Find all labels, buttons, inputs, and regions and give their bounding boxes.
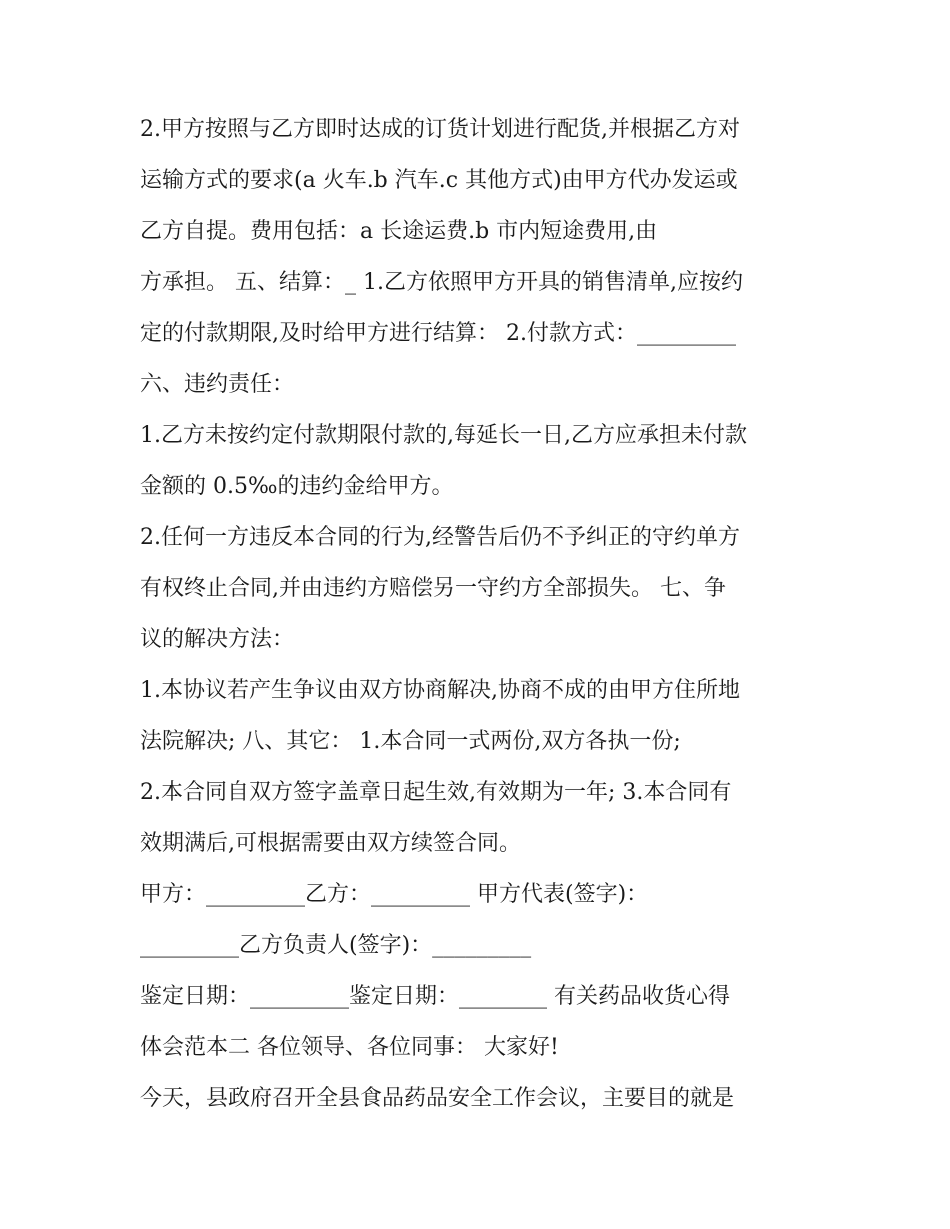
text-line: 乙方自提。费用包括：a 长途运费.b 市内短途费用,由 bbox=[140, 219, 658, 244]
text-line: 法院解决; 八、其它： 1.本合同一式两份,双方各执一份; bbox=[140, 729, 681, 754]
text-line: 2.任何一方违反本合同的行为,经警告后仍不予纠正的守约单方 bbox=[140, 525, 740, 550]
text-line: 议的解决方法： bbox=[140, 627, 295, 652]
text-line: 2.本合同自双方签字盖章日起生效,有效期为一年; 3.本合同有 bbox=[140, 780, 732, 805]
text-line: 1.乙方未按约定付款期限付款的,每延长一日,乙方应承担未付款 bbox=[140, 423, 747, 448]
text-line: 2.甲方按照与乙方即时达成的订货计划进行配货,并根据乙方对 bbox=[140, 117, 740, 142]
signature-line: _________乙方负责人(签字)：_________ bbox=[140, 933, 532, 958]
section-heading: 六、违约责任： bbox=[140, 372, 295, 397]
text-line: 有权终止合同,并由违约方赔偿另一守约方全部损失。 七、争 bbox=[140, 576, 726, 601]
text-line: 运输方式的要求(a 火车.b 汽车.c 其他方式)由甲方代办发运或 bbox=[140, 168, 738, 193]
text-line: 方承担。 五、结算：_ 1.乙方依照甲方开具的销售清单,应按约 bbox=[140, 270, 743, 295]
text-line: 效期满后,可根据需要由双方续签合同。 bbox=[140, 831, 521, 856]
text-line: 金额的 0.5‰的违约金给甲方。 bbox=[140, 474, 454, 499]
signature-line: 甲方：_________乙方：_________ 甲方代表(签字)： bbox=[140, 882, 649, 907]
text-line: 1.本协议若产生争议由双方协商解决,协商不成的由甲方住所地 bbox=[140, 678, 740, 703]
text-line: 定的付款期限,及时给甲方进行结算： 2.付款方式：_________ bbox=[140, 321, 736, 346]
text-line: 今天，县政府召开全县食品药品安全工作会议，主要目的就是 bbox=[140, 1086, 735, 1111]
date-line: 鉴定日期：_________鉴定日期：________ 有关药品收货心得 bbox=[140, 984, 730, 1009]
text-line: 体会范本二 各位领导、各位同事： 大家好! bbox=[140, 1035, 559, 1060]
